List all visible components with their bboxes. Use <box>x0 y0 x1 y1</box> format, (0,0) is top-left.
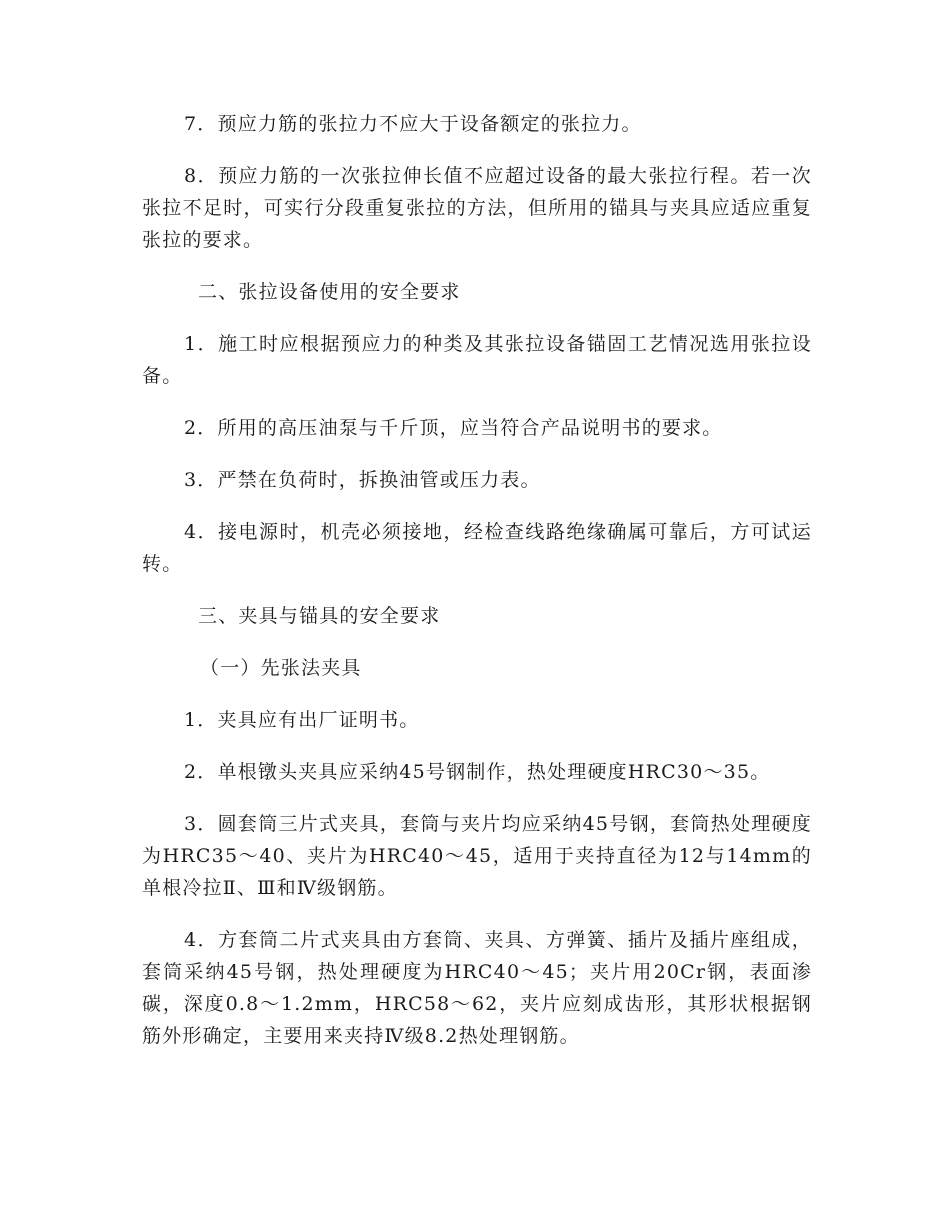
list-item: 1．施工时应根据预应力的种类及其张拉设备锚固工艺情况选用张拉设备。 <box>142 333 812 387</box>
list-item: 3．严禁在负荷时，拆换油管或压力表。 <box>184 469 541 491</box>
section-heading-clamps-anchors: 三、夹具与锚具的安全要求 <box>198 605 441 627</box>
list-item: 2．单根镦头夹具应采纳45号钢制作，热处理硬度HRC30～35。 <box>184 761 771 783</box>
subsection-heading-pretensioning-clamps: （一）先张法夹具 <box>200 657 362 679</box>
list-item: 4．接电源时，机壳必须接地，经检查线路绝缘确属可靠后，方可试运转。 <box>142 521 812 575</box>
list-item: 1．夹具应有出厂证明书。 <box>184 709 420 731</box>
list-item: 3．圆套筒三片式夹具，套筒与夹片均应采纳45号钢，套筒热处理硬度为HRC35～40、夹片为HRC40～45，适用于夹持直径为12与14mm的单根冷拉Ⅱ、Ⅲ和Ⅳ级钢筋。 <box>142 813 812 899</box>
paragraph-8: 8．预应力筋的一次张拉伸长值不应超过设备的最大张拉行程。若一次张拉不足时，可实行分段重复张拉的方法，但所用的锚具与夹具应适应重复张拉的要求。 <box>142 165 812 251</box>
document-body <box>142 108 812 1072</box>
list-item: 4．方套筒二片式夹具由方套筒、夹具、方弹簧、插片及插片座组成，套筒采纳45号钢，热处理硬度为HRC40～45；夹片用20Cr钢，表面渗碳，深度0.8～1.2mm，HRC58～62，夹片应刻成齿形，其形状根据钢筋外形确定，主要用来夹持Ⅳ级8.2热处理钢筋。 <box>142 929 812 1047</box>
paragraph-7: 7．预应力筋的张拉力不应大于设备额定的张拉力。 <box>184 113 642 135</box>
section-heading-tensioning-equipment: 二、张拉设备使用的安全要求 <box>198 281 461 303</box>
list-item: 2．所用的高压油泵与千斤顶，应当符合产品说明书的要求。 <box>184 417 723 439</box>
